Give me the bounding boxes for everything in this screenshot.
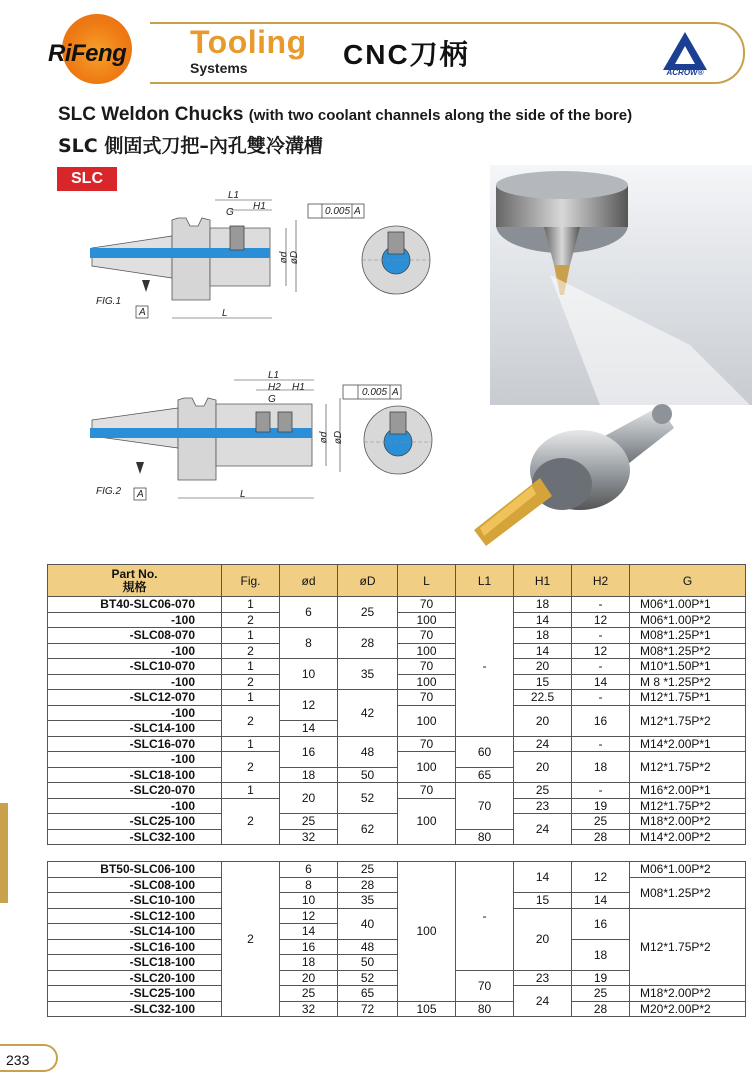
title-english-sub: (with two coolant channels along the side of the bore) <box>248 107 633 124</box>
fig1-H1: H1 <box>253 201 266 212</box>
table-row: -SLC16-070 1 16 48 70 60 24 - M14*2.00P*1 <box>48 736 746 752</box>
title-english-main: SLC Weldon Chucks <box>58 104 244 125</box>
table-row: -100 2 100 20 18 M12*1.75P*2 <box>48 752 746 768</box>
bt40-spec-table <box>47 564 746 845</box>
header-L1: L1 <box>456 565 514 597</box>
fig2-label: FIG.2 <box>96 486 122 497</box>
acrow-logo-text: ACROW® <box>666 68 704 77</box>
fig1-od: ød <box>278 251 290 264</box>
fig1-oD: øD <box>289 250 301 265</box>
page-number: 233 <box>0 1044 58 1072</box>
fig2-end-view <box>362 404 434 476</box>
slc-badge: SLC <box>57 167 117 191</box>
table-row: BT40-SLC06-070 1 6 25 70 - 18 - M06*1.00P*1 <box>48 597 746 613</box>
fig1-datum: A <box>354 206 361 217</box>
table-row: BT50-SLC06-100 2 6 25 100 - 14 12 M06*1.00P*2 <box>48 862 746 878</box>
header-L: L <box>398 565 456 597</box>
fig1-label: FIG.1 <box>96 296 122 307</box>
table-row: -100 2 100 14 12 M08*1.25P*2 <box>48 643 746 659</box>
fig2-L1: L1 <box>268 370 280 381</box>
header-fig: Fig. <box>222 565 280 597</box>
table-row: -SLC10-070 1 10 35 70 20 - M10*1.50P*1 <box>48 659 746 675</box>
header-part-no: Part No. 規格 <box>48 565 222 597</box>
fig2-oD: øD <box>333 430 345 445</box>
fig2-datum: A <box>392 387 399 398</box>
fig2-H2: H2 <box>268 382 281 393</box>
table-row: -SLC18-100 18 50 65 <box>48 767 746 783</box>
header-cnc-title: CNC刀柄 <box>343 39 470 70</box>
table-row: -SLC12-070 1 12 42 70 22.5 - M12*1.75P*1 <box>48 690 746 706</box>
side-tab-marker <box>0 803 8 903</box>
machine-spindle-photo <box>490 165 752 405</box>
fig2-H1: H1 <box>292 382 305 393</box>
fig1-tol: 0.005 <box>325 206 351 217</box>
table-row: -100 2 100 23 19 M12*1.75P*2 <box>48 798 746 814</box>
bt50-spec-table <box>47 861 746 1017</box>
table-row: -SLC08-100 8 28 M08*1.25P*2 <box>48 877 746 893</box>
header-oD: øD <box>338 565 398 597</box>
header-od: ød <box>280 565 338 597</box>
fig1-datum-box: A <box>139 307 146 318</box>
header-tooling: Tooling <box>190 24 307 60</box>
table-row: -SLC32-100 32 80 28 M14*2.00P*2 <box>48 829 746 845</box>
table-row: -100 2 100 15 14 M 8 *1.25P*2 <box>48 674 746 690</box>
table-row: -SLC12-100 12 40 20 16 M12*1.75P*2 <box>48 908 746 924</box>
fig1-G: G <box>226 207 234 218</box>
fig2-G: G <box>268 394 276 405</box>
title-chinese: SLC 側固式刀把–內孔雙冷溝槽 <box>58 135 323 157</box>
table-row: -SLC18-100 18 50 <box>48 955 746 971</box>
table-row: -SLC25-100 25 62 24 25 M18*2.00P*2 <box>48 814 746 830</box>
fig1-L1: L1 <box>228 190 240 201</box>
table-row: -SLC20-070 1 20 52 70 70 25 - M16*2.00P*1 <box>48 783 746 799</box>
table-row: -SLC10-100 10 35 15 14 <box>48 893 746 909</box>
table-row: -SLC14-100 14 <box>48 721 746 737</box>
table-row: -SLC25-100 25 65 24 25 M18*2.00P*2 <box>48 986 746 1002</box>
header-H1: H1 <box>514 565 572 597</box>
header-systems: Systems <box>190 60 248 76</box>
fig2-datum-box: A <box>137 489 144 500</box>
table-row: -100 2 100 20 16 M12*1.75P*2 <box>48 705 746 721</box>
title-english <box>58 104 632 126</box>
fig1-L: L <box>222 308 228 319</box>
fig2-od: ød <box>318 431 330 444</box>
header-H2: H2 <box>572 565 630 597</box>
fig2-tol: 0.005 <box>362 387 388 398</box>
fig2-L: L <box>240 489 246 500</box>
table-row: -SLC32-100 32 72 105 80 28 M20*2.00P*2 <box>48 1001 746 1017</box>
table-row: -SLC20-100 20 52 70 23 19 <box>48 970 746 986</box>
table-row: -SLC14-100 14 <box>48 924 746 940</box>
table-row: -100 2 100 14 12 M06*1.00P*2 <box>48 612 746 628</box>
table-header-row <box>48 565 746 597</box>
fig1-end-view <box>360 224 432 296</box>
table-row: -SLC08-070 1 8 28 70 18 - M08*1.25P*1 <box>48 628 746 644</box>
tool-holder-photo <box>470 400 702 550</box>
header-G: G <box>630 565 746 597</box>
logo-text: RiFeng <box>48 40 127 67</box>
table-row: -SLC16-100 16 48 18 <box>48 939 746 955</box>
